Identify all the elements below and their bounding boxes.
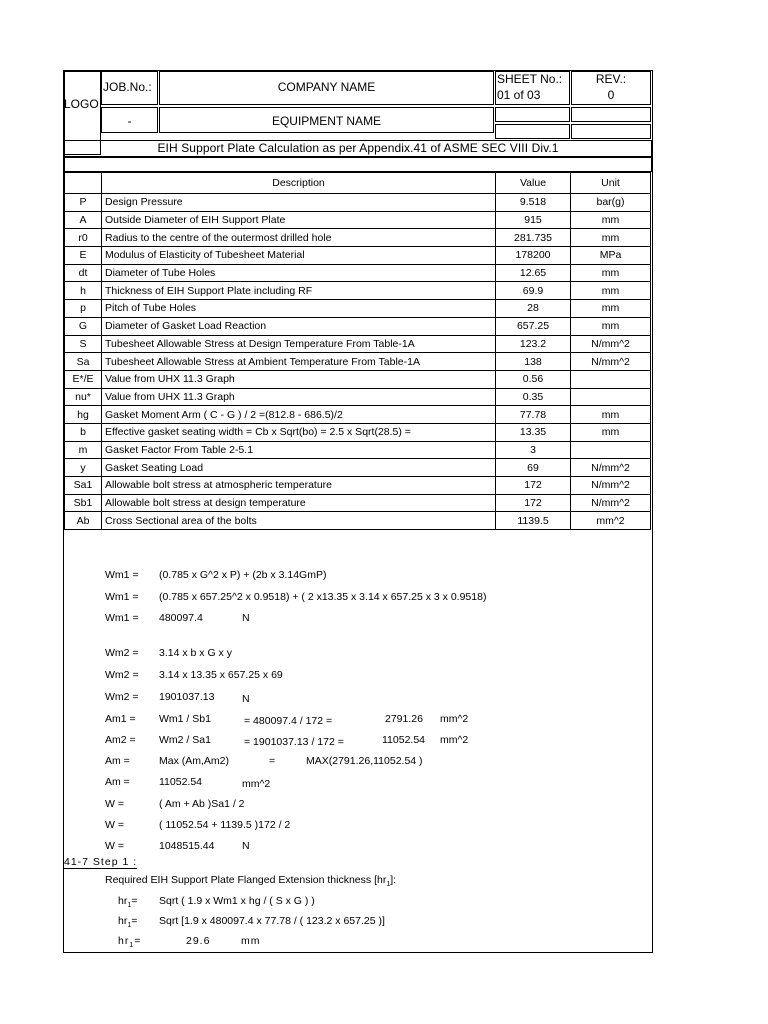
step-heading: 41-7 Step 1 : xyxy=(64,856,138,868)
table-row xyxy=(65,423,651,441)
param-value: 172 xyxy=(496,477,571,495)
hr1-substitution: Sqrt [1.9 x 480097.4 x 77.78 / ( 123.2 x 657.25 )] xyxy=(159,915,385,927)
table-row xyxy=(65,459,651,477)
param-symbol: nu* xyxy=(65,388,102,406)
param-value: 9.518 xyxy=(496,194,571,212)
am1-substitution: = 480097.4 / 172 = xyxy=(244,715,333,727)
param-unit: mm xyxy=(571,282,651,300)
col-header-unit: Unit xyxy=(571,173,651,194)
param-value: 3 xyxy=(496,441,571,459)
am1-unit: mm^2 xyxy=(440,713,469,725)
table-row xyxy=(65,388,651,406)
param-value: 178200 xyxy=(496,247,571,265)
param-symbol: S xyxy=(65,335,102,353)
param-description: Radius to the centre of the outermost drilled hole xyxy=(102,229,496,247)
am2-formula: Wm2 / Sa1 xyxy=(159,734,211,746)
am2-unit: mm^2 xyxy=(440,734,469,746)
param-value: 77.78 xyxy=(496,406,571,424)
hr1-subscript: 1 xyxy=(127,902,132,910)
param-symbol: E xyxy=(65,247,102,265)
hr1-symbol: hr xyxy=(118,935,130,947)
param-symbol: b xyxy=(65,423,102,441)
param-description: Value from UHX 11.3 Graph xyxy=(102,388,496,406)
table-row xyxy=(65,335,651,353)
param-symbol: y xyxy=(65,459,102,477)
param-description: Outside Diameter of EIH Support Plate xyxy=(102,211,496,229)
table-row xyxy=(65,247,651,265)
table-row xyxy=(65,211,651,229)
param-value: 123.2 xyxy=(496,335,571,353)
param-description: Diameter of Gasket Load Reaction xyxy=(102,317,496,335)
param-value: 0.56 xyxy=(496,370,571,388)
param-value: 138 xyxy=(496,353,571,371)
wm2-result: 1901037.13 xyxy=(159,691,215,703)
param-unit: N/mm^2 xyxy=(571,477,651,495)
rev-blank-2 xyxy=(571,124,651,139)
hr1-label xyxy=(118,935,141,952)
w-formula: ( Am + Ab )Sa1 / 2 xyxy=(159,798,245,810)
param-unit xyxy=(571,388,651,406)
am-unit: mm^2 xyxy=(242,778,271,790)
param-unit: N/mm^2 xyxy=(571,459,651,477)
w-substitution: ( 11052.54 + 1139.5 )172 / 2 xyxy=(159,819,291,831)
param-description: Effective gasket seating width = Cb x Sqrt(bo) = 2.5 x Sqrt(28.5) = xyxy=(102,423,496,441)
param-unit: mm xyxy=(571,264,651,282)
wm1-unit: N xyxy=(242,612,250,624)
param-unit: mm xyxy=(571,423,651,441)
am2-result: 11052.54 xyxy=(382,734,426,746)
sheet-no-value: 01 of 03 xyxy=(497,88,541,102)
param-symbol: Sb1 xyxy=(65,494,102,512)
hr1-label xyxy=(118,915,137,932)
table-row xyxy=(65,264,651,282)
rev-value: 0 xyxy=(607,88,615,102)
hr1-result: 29.6 xyxy=(186,935,211,947)
table-row xyxy=(65,494,651,512)
table-row xyxy=(65,282,651,300)
am-label: Am = xyxy=(105,776,130,788)
hr1-label xyxy=(118,895,137,912)
hr1-formula: Sqrt ( 1.9 x Wm1 x hg / ( S x G ) ) xyxy=(159,895,315,907)
param-symbol: P xyxy=(65,194,102,212)
param-description: Gasket Seating Load xyxy=(102,459,496,477)
wm2-label: Wm2 = xyxy=(105,647,139,659)
step-description-subscript: 1 xyxy=(386,881,391,889)
table-row xyxy=(65,441,651,459)
param-unit: bar(g) xyxy=(571,194,651,212)
job-no-label: JOB.No.: xyxy=(103,80,152,94)
am-label: Am = xyxy=(105,755,130,767)
w-label: W = xyxy=(105,840,124,852)
wm1-formula: (0.785 x G^2 x P) + (2b x 3.14GmP) xyxy=(159,569,327,581)
param-unit: N/mm^2 xyxy=(571,353,651,371)
am1-formula: Wm1 / Sb1 xyxy=(159,713,211,725)
job-no-value: - xyxy=(127,114,132,128)
param-description: Design Pressure xyxy=(102,194,496,212)
am-formula: Max (Am,Am2) xyxy=(159,755,230,767)
param-unit: N/mm^2 xyxy=(571,494,651,512)
col-header-description: Description xyxy=(102,173,496,194)
table-row xyxy=(65,229,651,247)
sheet-blank-2 xyxy=(495,124,570,139)
wm1-result: 480097.4 xyxy=(159,612,203,624)
table-header-row xyxy=(65,173,651,194)
param-symbol: Ab xyxy=(65,512,102,530)
param-unit: mm xyxy=(571,406,651,424)
page-title: EIH Support Plate Calculation as per Appendix.41 of ASME SEC VIII Div.1 xyxy=(157,141,559,155)
table-row xyxy=(65,353,651,371)
param-description: Gasket Moment Arm ( C - G ) / 2 =(812.8 - 686.5)/2 xyxy=(102,406,496,424)
w-result: 1048515.44 xyxy=(159,840,215,852)
param-symbol: A xyxy=(65,211,102,229)
param-symbol: p xyxy=(65,300,102,318)
am-result: 11052.54 xyxy=(159,776,203,788)
table-row xyxy=(65,477,651,495)
param-description: Allowable bolt stress at design temperature xyxy=(102,494,496,512)
param-description: Value from UHX 11.3 Graph xyxy=(102,370,496,388)
sheet-blank-1 xyxy=(495,107,570,122)
param-symbol: Sa xyxy=(65,353,102,371)
w-label: W = xyxy=(105,819,124,831)
param-unit: N/mm^2 xyxy=(571,335,651,353)
wm2-label: Wm2 = xyxy=(105,669,139,681)
param-unit: mm xyxy=(571,300,651,318)
am2-substitution: = 1901037.13 / 172 = xyxy=(244,736,344,748)
param-value: 657.25 xyxy=(496,317,571,335)
sheet-no-label: SHEET No.: xyxy=(497,72,563,86)
param-description: Diameter of Tube Holes xyxy=(102,264,496,282)
hr1-subscript: 1 xyxy=(129,942,135,950)
am-equals: = xyxy=(269,755,276,767)
table-row xyxy=(65,370,651,388)
am1-result: 2791.26 xyxy=(385,713,423,725)
param-description: Tubesheet Allowable Stress at Design Temperature From Table-1A xyxy=(102,335,496,353)
equipment-name: EQUIPMENT NAME xyxy=(271,114,382,128)
hr1-equals: = xyxy=(131,915,138,927)
param-unit xyxy=(571,441,651,459)
table-row xyxy=(65,406,651,424)
wm2-unit: N xyxy=(242,693,250,705)
col-header-symbol xyxy=(65,173,102,194)
step-description-text: Required EIH Support Plate Flanged Extension thickness [hr xyxy=(105,874,387,886)
param-value: 69 xyxy=(496,459,571,477)
blank-row xyxy=(64,157,652,172)
param-description: Pitch of Tube Holes xyxy=(102,300,496,318)
wm1-substitution: (0.785 x 657.25^2 x 0.9518) + ( 2 x13.35 x 3.14 x 657.25 x 3 x 0.9518) xyxy=(159,591,487,603)
logo-text: LOGO xyxy=(64,97,99,111)
company-name: COMPANY NAME xyxy=(277,80,376,94)
wm1-label: Wm1 = xyxy=(105,569,139,581)
hr1-equals: = xyxy=(131,895,138,907)
param-value: 1139.5 xyxy=(496,512,571,530)
param-symbol: dt xyxy=(65,264,102,282)
param-value: 28 xyxy=(496,300,571,318)
col-header-value: Value xyxy=(496,173,571,194)
w-label: W = xyxy=(105,798,124,810)
am-max: MAX(2791.26,11052.54 ) xyxy=(306,755,423,767)
param-unit: mm^2 xyxy=(571,512,651,530)
param-unit: mm xyxy=(571,317,651,335)
w-unit: N xyxy=(242,840,250,852)
param-symbol: G xyxy=(65,317,102,335)
param-value: 281.735 xyxy=(496,229,571,247)
param-value: 13.35 xyxy=(496,423,571,441)
param-description: Thickness of EIH Support Plate including RF xyxy=(102,282,496,300)
step-description-end: ]: xyxy=(390,874,397,886)
hr1-subscript: 1 xyxy=(127,922,132,930)
wm2-substitution: 3.14 x 13.35 x 657.25 x 69 xyxy=(159,669,283,681)
am1-label: Am1 = xyxy=(105,713,136,725)
param-symbol: r0 xyxy=(65,229,102,247)
param-symbol: m xyxy=(65,441,102,459)
param-description: Cross Sectional area of the bolts xyxy=(102,512,496,530)
param-symbol: Sa1 xyxy=(65,477,102,495)
hr1-equals: = xyxy=(134,935,142,947)
param-value: 0.35 xyxy=(496,388,571,406)
parameters-table xyxy=(64,172,651,530)
hr1-symbol: hr xyxy=(118,915,128,927)
param-value: 915 xyxy=(496,211,571,229)
param-symbol: E*/E xyxy=(65,370,102,388)
param-value: 172 xyxy=(496,494,571,512)
wm1-label: Wm1 = xyxy=(105,612,139,624)
wm2-label: Wm2 = xyxy=(105,691,139,703)
rev-blank-1 xyxy=(571,107,651,122)
table-row xyxy=(65,317,651,335)
param-symbol: h xyxy=(65,282,102,300)
hr1-unit: mm xyxy=(241,935,261,947)
am2-label: Am2 = xyxy=(105,734,136,746)
param-unit: mm xyxy=(571,211,651,229)
hr1-symbol: hr xyxy=(118,895,128,907)
param-symbol: hg xyxy=(65,406,102,424)
param-description: Allowable bolt stress at atmospheric temperature xyxy=(102,477,496,495)
table-row xyxy=(65,512,651,530)
param-unit: MPa xyxy=(571,247,651,265)
param-description: Tubesheet Allowable Stress at Ambient Temperature From Table-1A xyxy=(102,353,496,371)
param-description: Gasket Factor From Table 2-5.1 xyxy=(102,441,496,459)
table-row xyxy=(65,300,651,318)
param-description: Modulus of Elasticity of Tubesheet Material xyxy=(102,247,496,265)
param-unit: mm xyxy=(571,229,651,247)
wm2-formula: 3.14 x b x G x y xyxy=(159,647,232,659)
rev-label: REV.: xyxy=(595,72,627,86)
param-unit xyxy=(571,370,651,388)
table-row xyxy=(65,194,651,212)
wm1-label: Wm1 = xyxy=(105,591,139,603)
step-description xyxy=(105,874,396,891)
param-value: 12.65 xyxy=(496,264,571,282)
param-value: 69.9 xyxy=(496,282,571,300)
